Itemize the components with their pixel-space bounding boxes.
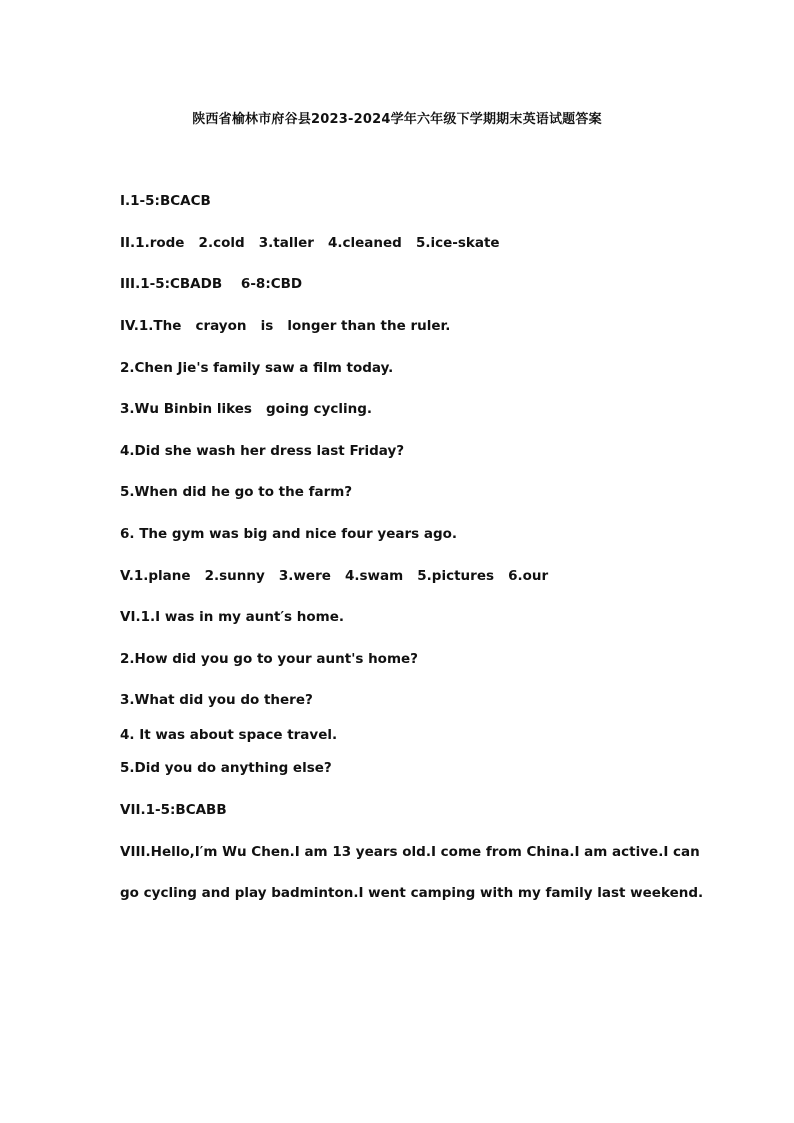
answer-line-14: 4. It was about space travel. — [120, 727, 338, 743]
answer-line-9: 6. The gym was big and nice four years ago. — [120, 526, 458, 542]
answer-line-15: 5.Did you do anything else? — [120, 760, 332, 776]
answer-line-12: 2.How did you go to your aunt's home? — [120, 651, 419, 667]
answer-line-7: 4.Did she wash her dress last Friday? — [120, 443, 405, 459]
answer-line-16: VII.1-5:BCABB — [120, 802, 227, 818]
answer-line-2: II.1.rode 2.cold 3.taller 4.cleaned 5.ice-skate — [120, 235, 500, 251]
answer-line-1: I.1-5:BCACB — [120, 193, 211, 209]
answer-line-11: VI.1.I was in my aunt′s home. — [120, 609, 344, 625]
document-title: 陕西省榆林市府谷县2023-2024学年六年级下学期期末英语试题答案 — [192, 112, 602, 127]
answer-line-10: V.1.plane 2.sunny 3.were 4.swam 5.pictures 6.our — [120, 568, 549, 584]
answer-line-18: go cycling and play badminton.I went camping with my family last weekend. — [120, 885, 704, 901]
answer-line-5: 2.Chen Jie's family saw a film today. — [120, 360, 394, 376]
answer-line-4: IV.1.The crayon is longer than the ruler. — [120, 318, 451, 334]
answer-line-13: 3.What did you do there? — [120, 692, 313, 708]
answer-line-3: III.1-5:CBADB 6-8:CBD — [120, 276, 303, 292]
answer-line-6: 3.Wu Binbin likes going cycling. — [120, 401, 373, 417]
answer-line-8: 5.When did he go to the farm? — [120, 484, 353, 500]
answer-line-17: VIII.Hello,I′m Wu Chen.I am 13 years old.I come from China.I am active.I can — [120, 844, 700, 860]
